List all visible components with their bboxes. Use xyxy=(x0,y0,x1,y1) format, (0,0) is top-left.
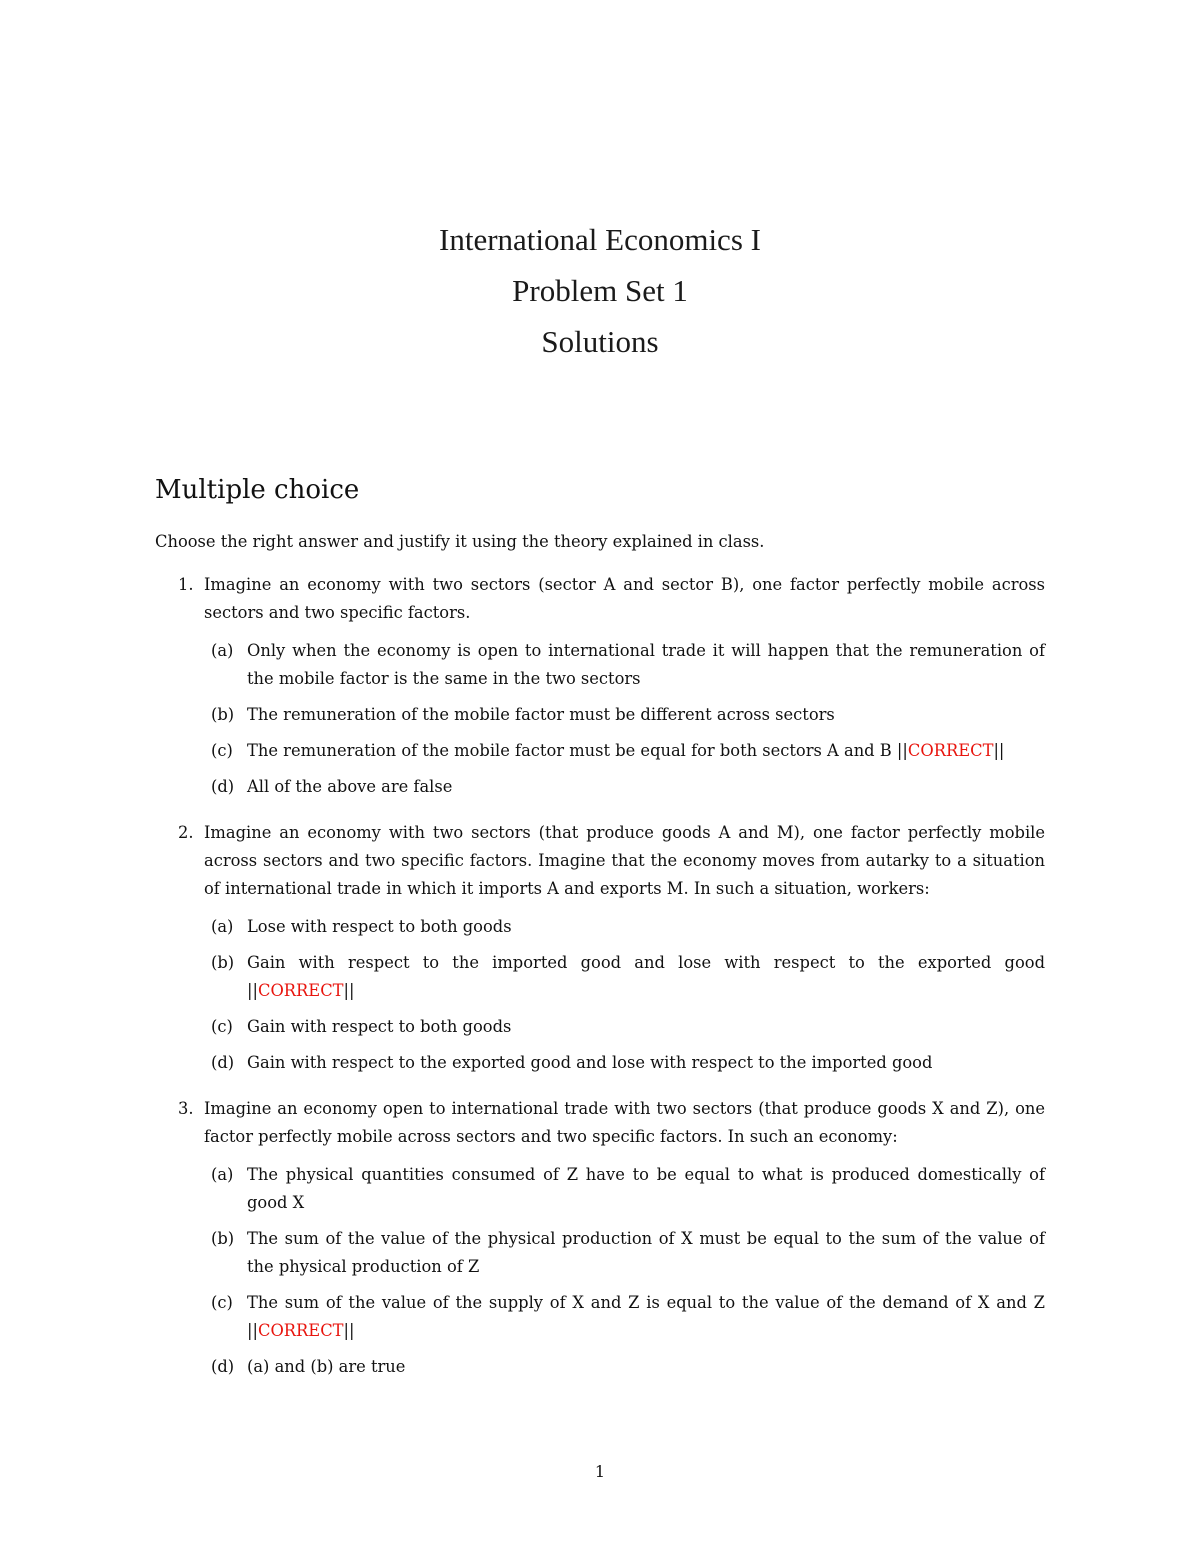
option-label: (b) xyxy=(211,705,235,724)
correct-marker: CORRECT xyxy=(257,1321,344,1340)
correct-marker-close: || xyxy=(993,741,1005,760)
correct-marker: CORRECT xyxy=(907,741,994,760)
problem-set-title: Problem Set 1 xyxy=(512,273,688,308)
option-a xyxy=(204,1161,1045,1217)
option-text: The sum of the value of the physical production of X must be equal to the sum of the value of the physical production of Z xyxy=(247,1229,1045,1276)
option-text: Gain with respect to both goods xyxy=(247,1017,512,1036)
question-number: 1. xyxy=(178,575,194,594)
option-text: The remuneration of the mobile factor must be equal for both sectors A and B xyxy=(247,741,892,760)
option-label: (c) xyxy=(211,741,233,760)
option-label: (c) xyxy=(211,1017,233,1036)
option-text: Only when the economy is open to international trade it will happen that the remuneration of the mobile factor is the same in the two sectors xyxy=(247,641,1045,688)
option-c xyxy=(204,1289,1045,1345)
option-d xyxy=(204,1049,1045,1077)
option-label: (a) xyxy=(211,1165,234,1184)
section-content xyxy=(155,528,1045,1399)
section-heading: Multiple choice xyxy=(155,475,360,505)
correct-marker-open: || xyxy=(891,741,908,760)
option-label: (b) xyxy=(211,1229,235,1248)
option-a xyxy=(204,913,1045,941)
question-2 xyxy=(155,819,1045,1077)
question-text: Imagine an economy with two sectors (sector A and sector B), one factor perfectly mobile across sectors and two specific factors. xyxy=(204,575,1045,622)
option-text: The sum of the value of the supply of X and Z is equal to the value of the demand of X and Z xyxy=(247,1293,1045,1312)
option-text: All of the above are false xyxy=(247,777,453,796)
option-text: The physical quantities consumed of Z have to be equal to what is produced domestically of good X xyxy=(247,1165,1045,1212)
option-b xyxy=(204,949,1045,1005)
option-label: (d) xyxy=(211,1053,235,1072)
option-text: (a) and (b) are true xyxy=(247,1357,406,1376)
correct-marker-open: || xyxy=(247,1321,258,1340)
option-text: The remuneration of the mobile factor must be different across sectors xyxy=(247,705,835,724)
question-1 xyxy=(155,571,1045,801)
document-title-block xyxy=(0,214,1200,367)
option-label: (a) xyxy=(211,917,234,936)
instructions-text: Choose the right answer and justify it using the theory explained in class. xyxy=(155,532,765,551)
option-b xyxy=(204,701,1045,729)
option-label: (d) xyxy=(211,777,235,796)
option-d xyxy=(204,773,1045,801)
option-c xyxy=(204,1013,1045,1041)
correct-marker-open: || xyxy=(247,981,258,1000)
correct-marker-close: || xyxy=(343,981,355,1000)
question-text: Imagine an economy open to international trade with two sectors (that produce goods X and Z), one factor perfectly mobile across sectors and two specific factors. In such an economy: xyxy=(204,1099,1045,1146)
option-label: (d) xyxy=(211,1357,235,1376)
page-number: 1 xyxy=(594,1462,606,1481)
solutions-subtitle: Solutions xyxy=(541,324,659,359)
option-b xyxy=(204,1225,1045,1281)
option-d xyxy=(204,1353,1045,1381)
option-text: Gain with respect to the imported good and lose with respect to the exported good xyxy=(247,953,1045,972)
option-c xyxy=(204,737,1045,765)
option-text: Gain with respect to the exported good and lose with respect to the imported good xyxy=(247,1053,933,1072)
option-a xyxy=(204,637,1045,693)
question-number: 3. xyxy=(178,1099,194,1118)
correct-marker-close: || xyxy=(343,1321,355,1340)
question-3 xyxy=(155,1095,1045,1381)
option-label: (a) xyxy=(211,641,234,660)
option-label: (b) xyxy=(211,953,235,972)
question-number: 2. xyxy=(178,823,194,842)
option-text: Lose with respect to both goods xyxy=(247,917,512,936)
correct-marker: CORRECT xyxy=(257,981,344,1000)
question-text: Imagine an economy with two sectors (that produce goods A and M), one factor perfectly mobile across sectors and two specific factors. Imagine that the economy moves from autarky to a situation of international trade in which it imports A and exports M. In such a situation, workers: xyxy=(204,823,1045,898)
course-title: International Economics I xyxy=(439,222,761,257)
option-label: (c) xyxy=(211,1293,233,1312)
